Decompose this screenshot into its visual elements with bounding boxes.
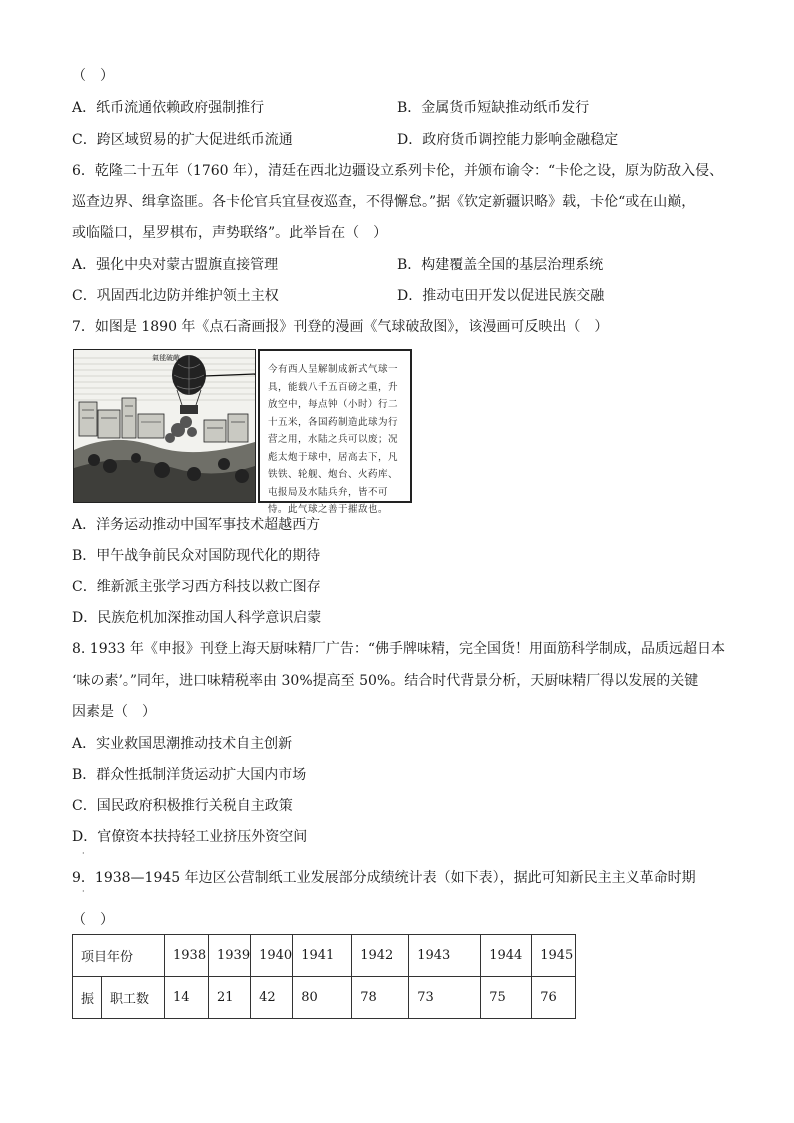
balloon-cartoon-drawing: [74, 350, 255, 502]
row-group-cell: 振: [73, 977, 102, 1019]
value-cell: 42: [251, 977, 293, 1019]
cartoon-title-label: 氣毬破敵: [152, 354, 180, 362]
q8-stem-line-3: 因素是（ ）: [72, 704, 156, 720]
q6-option-c: C．巩固西北边防并维护领土主权: [72, 288, 279, 304]
q7-stem: 7．如图是 1890 年《点石斋画报》刊登的漫画《气球破敌图》，该漫画可反映出（ ）: [72, 319, 609, 335]
q5-option-a: A．纸币流通依赖政府强制推行: [72, 100, 265, 116]
year-cell: 1942: [352, 935, 409, 977]
q8-option-c: C．国民政府积极推行关税自主政策: [72, 798, 293, 814]
row-label-cell: 职工数: [102, 977, 165, 1019]
q7-option-b: B．甲午战争前民众对国防现代化的期待: [72, 548, 321, 564]
value-cell: 75: [481, 977, 532, 1019]
q5-option-c: C．跨区域贸易的扩大促进纸币流通: [72, 132, 293, 148]
q5-option-b: B．金属货币短缺推动纸币发行: [397, 100, 590, 116]
q6-stem-line-1: 6．乾隆二十五年（1760 年），清廷在西北边疆设立系列卡伦，并颁布谕令：“卡伦之设，原为防敌入侵、: [72, 163, 724, 179]
q6-option-b: B．构建覆盖全国的基层治理系统: [397, 257, 604, 273]
value-cell: 80: [293, 977, 352, 1019]
value-cell: 21: [209, 977, 251, 1019]
cartoon-caption-text: 今有西人呈解制成新式气球一具，能载八千五百磅之重，升放空中，每点钟（小时）行二十五米，各国药制造此球为行营之用，水陆之兵可以废；况彪太炮于球中，居高去下，凡铁铁、轮舰、炮台、火药库、屯报局及水陆兵弁，皆不可恃。此气球之善于摧敌也。: [268, 364, 399, 515]
cartoon-caption-panel: [258, 349, 412, 515]
value-cell: 14: [165, 977, 209, 1019]
value-cell: 76: [532, 977, 576, 1019]
scan-dot: ·: [82, 849, 85, 858]
q6-stem-line-3: 或临隘口，星罗棋布，声势联络”。此举旨在（ ）: [72, 225, 388, 241]
year-cell: 1938: [165, 935, 209, 977]
year-cell: 1941: [293, 935, 352, 977]
value-cell: 78: [352, 977, 409, 1019]
q6-option-a: A．强化中央对蒙古盟旗直接管理: [72, 257, 279, 273]
q9-stem: 9．1938—1945 年边区公营制纸工业发展部分成绩统计表（如下表），据此可知新民主主义革命时期: [72, 870, 696, 886]
paper-industry-stats-table: [72, 934, 576, 1019]
table-row: [73, 977, 576, 1019]
table-header-row: [73, 935, 576, 977]
q9-paren: （ ）: [72, 912, 114, 928]
q8-stem-line-2: ‘味の素’。”同年，进口味精税率由 30%提高至 50%。结合时代背景分析，天厨味精厂得以发展的关键: [72, 673, 699, 689]
q7-option-d: D．民族危机加深推动国人科学意识启蒙: [72, 610, 322, 626]
q5-option-d: D．政府货币调控能力影响金融稳定: [397, 132, 619, 148]
scan-dot: ·: [82, 887, 85, 896]
q8-option-d: D．官僚资本扶持轻工业挤压外资空间: [72, 829, 308, 845]
q6-stem-line-2: 巡查边界、缉拿盗匪。各卡伦官兵宜昼夜巡查，不得懈怠。”据《钦定新疆识略》载，卡伦“或在山巅，: [72, 194, 696, 210]
year-cell: 1945: [532, 935, 576, 977]
q7-option-c: C．维新派主张学习西方科技以救亡图存: [72, 579, 321, 595]
q8-stem-line-1: 8. 1933 年《申报》刊登上海天厨味精厂广告：“佛手牌味精，完全国货！用面筋科学制成，品质远超日本: [72, 641, 726, 657]
year-cell: 1939: [209, 935, 251, 977]
q5-paren: （ ）: [72, 68, 114, 84]
year-cell: 1940: [251, 935, 293, 977]
q7-option-a: A．洋务运动推动中国军事技术超越西方: [72, 517, 321, 533]
value-cell: 73: [409, 977, 481, 1019]
year-cell: 1944: [481, 935, 532, 977]
balloon-cartoon-image: [73, 349, 256, 503]
q8-option-b: B．群众性抵制洋货运动扩大国内市场: [72, 767, 307, 783]
q6-option-d: D．推动屯田开发以促进民族交融: [397, 288, 605, 304]
table-header-label: 项目年份: [73, 935, 165, 977]
year-cell: 1943: [409, 935, 481, 977]
q8-option-a: A．实业救国思潮推动技术自主创新: [72, 736, 293, 752]
